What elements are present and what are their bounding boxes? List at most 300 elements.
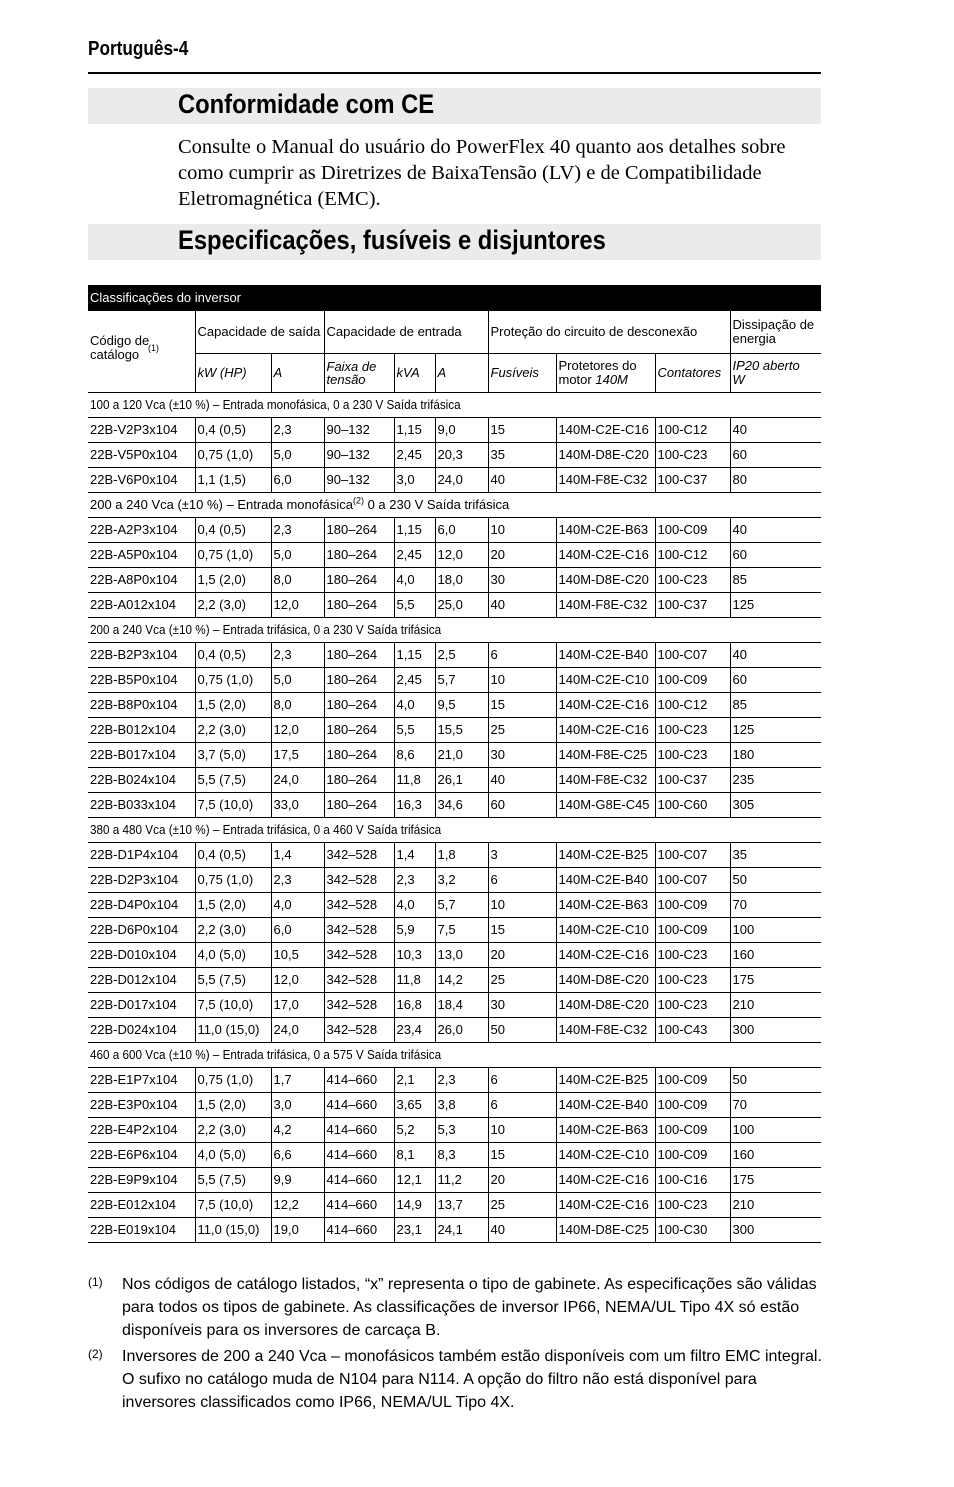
cell-amps-out: 2,3 (271, 868, 324, 893)
table-body (88, 393, 821, 1243)
cell-amps-in: 7,5 (435, 918, 488, 943)
cell-watts: 175 (730, 968, 821, 993)
cell-contactor: 100-C07 (655, 643, 730, 668)
cell-watts: 125 (730, 593, 821, 618)
cell-fuses: 20 (488, 1168, 556, 1193)
cell-amps-in: 26,0 (435, 1018, 488, 1043)
cell-amps-in: 21,0 (435, 743, 488, 768)
cell-contactor: 100-C12 (655, 543, 730, 568)
cell-amps-out: 2,3 (271, 643, 324, 668)
ratings-table (88, 285, 821, 1243)
table-row (88, 1143, 821, 1168)
cell-amps-out: 4,0 (271, 893, 324, 918)
cell-kva: 4,0 (394, 893, 435, 918)
cell-catalog: 22B-D024x104 (88, 1018, 195, 1043)
cell-amps-out: 1,4 (271, 843, 324, 868)
cell-watts: 300 (730, 1018, 821, 1043)
cell-motor-protector: 140M-C2E-B63 (556, 893, 655, 918)
cell-watts: 40 (730, 518, 821, 543)
cell-amps-in: 25,0 (435, 593, 488, 618)
cell-motor-protector: 140M-F8E-C32 (556, 593, 655, 618)
cell-contactor: 100-C23 (655, 443, 730, 468)
cell-fuses: 6 (488, 643, 556, 668)
cell-amps-in: 9,5 (435, 693, 488, 718)
table-row (88, 843, 821, 868)
cell-watts: 60 (730, 543, 821, 568)
cell-kva: 1,4 (394, 843, 435, 868)
cell-amps-in: 8,3 (435, 1143, 488, 1168)
table-row (88, 668, 821, 693)
cell-watts: 50 (730, 1068, 821, 1093)
cell-watts: 300 (730, 1218, 821, 1243)
cell-amps-out: 3,0 (271, 1093, 324, 1118)
cell-amps-out: 12,0 (271, 593, 324, 618)
section-row (88, 1043, 821, 1068)
cell-kw-hp: 3,7 (5,0) (195, 743, 271, 768)
cell-amps-out: 9,9 (271, 1168, 324, 1193)
cell-kw-hp: 1,1 (1,5) (195, 468, 271, 493)
cell-catalog: 22B-B8P0x104 (88, 693, 195, 718)
cell-contactor: 100-C16 (655, 1168, 730, 1193)
cell-catalog: 22B-V6P0x104 (88, 468, 195, 493)
cell-kva: 3,65 (394, 1093, 435, 1118)
cell-voltage-range: 342–528 (324, 943, 394, 968)
table-row (88, 543, 821, 568)
table-row (88, 518, 821, 543)
cell-catalog: 22B-A012x104 (88, 593, 195, 618)
cell-kva: 11,8 (394, 968, 435, 993)
cell-voltage-range: 342–528 (324, 1018, 394, 1043)
top-rule (88, 72, 821, 74)
cell-amps-in: 15,5 (435, 718, 488, 743)
cell-catalog: 22B-D4P0x104 (88, 893, 195, 918)
cell-voltage-range: 180–264 (324, 568, 394, 593)
cell-kw-hp: 4,0 (5,0) (195, 1143, 271, 1168)
cell-voltage-range: 414–660 (324, 1093, 394, 1118)
cell-voltage-range: 180–264 (324, 768, 394, 793)
cell-motor-protector: 140M-C2E-B63 (556, 1118, 655, 1143)
cell-kw-hp: 1,5 (2,0) (195, 568, 271, 593)
cell-contactor: 100-C12 (655, 418, 730, 443)
cell-voltage-range: 180–264 (324, 693, 394, 718)
section-title-end: 0 a 230 V Saída trifásica (363, 497, 510, 512)
cell-kva: 5,2 (394, 1118, 435, 1143)
cell-amps-out: 19,0 (271, 1218, 324, 1243)
cell-contactor: 100-C43 (655, 1018, 730, 1043)
cell-amps-out: 6,0 (271, 468, 324, 493)
table-row (88, 868, 821, 893)
cell-fuses: 25 (488, 1193, 556, 1218)
header-kva: kVA (394, 354, 435, 393)
section-row (88, 618, 821, 643)
cell-amps-in: 3,2 (435, 868, 488, 893)
cell-amps-in: 20,3 (435, 443, 488, 468)
cell-catalog: 22B-A5P0x104 (88, 543, 195, 568)
cell-watts: 85 (730, 568, 821, 593)
cell-kw-hp: 0,4 (0,5) (195, 843, 271, 868)
cell-fuses: 6 (488, 868, 556, 893)
cell-catalog: 22B-E3P0x104 (88, 1093, 195, 1118)
section-row (88, 393, 821, 418)
cell-motor-protector: 140M-F8E-C32 (556, 1018, 655, 1043)
cell-kw-hp: 0,75 (1,0) (195, 543, 271, 568)
section-title-text: 100 a 120 Vca (±10 %) – Entrada monofásica, 0 a 230 V Saída trifásica (90, 397, 461, 412)
cell-catalog: 22B-E4P2x104 (88, 1118, 195, 1143)
cell-contactor: 100-C37 (655, 593, 730, 618)
table-row (88, 1218, 821, 1243)
cell-watts: 60 (730, 443, 821, 468)
table-row (88, 693, 821, 718)
section-row (88, 493, 821, 518)
cell-contactor: 100-C60 (655, 793, 730, 818)
cell-motor-protector: 140M-C2E-C16 (556, 1193, 655, 1218)
header-motor-protector-label: Protetores do motor (558, 358, 637, 387)
section-title (88, 493, 821, 518)
cell-fuses: 10 (488, 518, 556, 543)
table-row (88, 768, 821, 793)
table-row (88, 468, 821, 493)
cell-amps-in: 18,0 (435, 568, 488, 593)
cell-amps-out: 1,7 (271, 1068, 324, 1093)
cell-amps-in: 5,7 (435, 893, 488, 918)
cell-kva: 1,15 (394, 643, 435, 668)
cell-catalog: 22B-B017x104 (88, 743, 195, 768)
cell-motor-protector: 140M-F8E-C25 (556, 743, 655, 768)
cell-motor-protector: 140M-C2E-B63 (556, 518, 655, 543)
cell-contactor: 100-C07 (655, 868, 730, 893)
header-voltage-range: Faixa de tensão (324, 354, 394, 393)
cell-amps-out: 12,2 (271, 1193, 324, 1218)
cell-amps-in: 6,0 (435, 518, 488, 543)
cell-voltage-range: 342–528 (324, 843, 394, 868)
header-ip20-label: IP20 aberto (732, 358, 800, 373)
cell-motor-protector: 140M-C2E-C16 (556, 418, 655, 443)
cell-amps-in: 11,2 (435, 1168, 488, 1193)
cell-watts: 70 (730, 1093, 821, 1118)
cell-voltage-range: 180–264 (324, 743, 394, 768)
cell-motor-protector: 140M-C2E-B40 (556, 868, 655, 893)
cell-motor-protector: 140M-F8E-C32 (556, 768, 655, 793)
cell-catalog: 22B-B024x104 (88, 768, 195, 793)
cell-voltage-range: 414–660 (324, 1118, 394, 1143)
cell-catalog: 22B-V2P3x104 (88, 418, 195, 443)
cell-amps-out: 24,0 (271, 1018, 324, 1043)
cell-kva: 23,1 (394, 1218, 435, 1243)
table-row (88, 568, 821, 593)
cell-fuses: 25 (488, 968, 556, 993)
cell-watts: 305 (730, 793, 821, 818)
cell-fuses: 50 (488, 1018, 556, 1043)
section-title (88, 818, 821, 843)
cell-kva: 16,3 (394, 793, 435, 818)
cell-amps-out: 2,3 (271, 418, 324, 443)
cell-fuses: 6 (488, 1068, 556, 1093)
cell-catalog: 22B-D1P4x104 (88, 843, 195, 868)
header-output: Capacidade de saída (195, 311, 324, 354)
cell-motor-protector: 140M-D8E-C20 (556, 568, 655, 593)
cell-motor-protector: 140M-C2E-C10 (556, 918, 655, 943)
cell-watts: 50 (730, 868, 821, 893)
ce-heading-band (88, 88, 821, 124)
cell-voltage-range: 414–660 (324, 1168, 394, 1193)
cell-fuses: 25 (488, 718, 556, 743)
cell-voltage-range: 342–528 (324, 893, 394, 918)
cell-motor-protector: 140M-C2E-C16 (556, 1168, 655, 1193)
cell-kw-hp: 1,5 (2,0) (195, 693, 271, 718)
cell-voltage-range: 342–528 (324, 993, 394, 1018)
cell-kw-hp: 0,4 (0,5) (195, 643, 271, 668)
cell-watts: 60 (730, 668, 821, 693)
cell-contactor: 100-C07 (655, 843, 730, 868)
cell-motor-protector: 140M-D8E-C20 (556, 443, 655, 468)
cell-kva: 12,1 (394, 1168, 435, 1193)
cell-motor-protector: 140M-C2E-C16 (556, 718, 655, 743)
cell-amps-out: 6,6 (271, 1143, 324, 1168)
cell-catalog: 22B-V5P0x104 (88, 443, 195, 468)
cell-amps-in: 14,2 (435, 968, 488, 993)
table-row (88, 443, 821, 468)
cell-watts: 235 (730, 768, 821, 793)
cell-contactor: 100-C23 (655, 968, 730, 993)
cell-watts: 40 (730, 418, 821, 443)
cell-amps-out: 17,0 (271, 993, 324, 1018)
cell-amps-out: 6,0 (271, 918, 324, 943)
cell-kva: 8,1 (394, 1143, 435, 1168)
cell-catalog: 22B-E6P6x104 (88, 1143, 195, 1168)
cell-kw-hp: 5,5 (7,5) (195, 768, 271, 793)
cell-fuses: 40 (488, 468, 556, 493)
cell-catalog: 22B-E019x104 (88, 1218, 195, 1243)
cell-kva: 14,9 (394, 1193, 435, 1218)
footnote-2-text: Inversores de 200 a 240 Vca – monofásicos também estão disponíveis com um filtro EMC integral. O sufixo no catálogo muda de N104 para N114. A opção do filtro não está disponível para inversores classificados como IP66, NEMA/UL Tipo 4X. (122, 1348, 822, 1411)
cell-amps-out: 4,2 (271, 1118, 324, 1143)
cell-catalog: 22B-E012x104 (88, 1193, 195, 1218)
cell-kw-hp: 11,0 (15,0) (195, 1018, 271, 1043)
spec-heading-band (88, 224, 821, 260)
cell-motor-protector: 140M-G8E-C45 (556, 793, 655, 818)
cell-kva: 2,45 (394, 543, 435, 568)
cell-kw-hp: 0,75 (1,0) (195, 443, 271, 468)
cell-voltage-range: 180–264 (324, 718, 394, 743)
cell-kva: 2,45 (394, 668, 435, 693)
footnote-1 (88, 1273, 823, 1343)
footnote-2-mark: (2) (88, 1347, 103, 1361)
cell-kw-hp: 0,75 (1,0) (195, 1068, 271, 1093)
cell-voltage-range: 414–660 (324, 1068, 394, 1093)
cell-fuses: 20 (488, 943, 556, 968)
cell-amps-out: 5,0 (271, 543, 324, 568)
footnote-1-text: Nos códigos de catálogo listados, “x” representa o tipo de gabinete. As especificações são válidas para todos os tipos de gabinete. As classificações de inversor IP66, NEMA/UL Tipo 4X só estão disponíveis para os inversores de carcaça B. (122, 1276, 817, 1339)
cell-contactor: 100-C23 (655, 718, 730, 743)
cell-watts: 210 (730, 1193, 821, 1218)
section-row (88, 818, 821, 843)
cell-fuses: 10 (488, 1118, 556, 1143)
table-row (88, 593, 821, 618)
cell-fuses: 15 (488, 693, 556, 718)
table-row (88, 968, 821, 993)
cell-contactor: 100-C09 (655, 1068, 730, 1093)
cell-watts: 70 (730, 893, 821, 918)
cell-contactor: 100-C09 (655, 1093, 730, 1118)
cell-catalog: 22B-A8P0x104 (88, 568, 195, 593)
cell-voltage-range: 414–660 (324, 1218, 394, 1243)
page-label: Português-4 (88, 38, 189, 60)
table-row (88, 418, 821, 443)
cell-motor-protector: 140M-C2E-C10 (556, 1143, 655, 1168)
header-input: Capacidade de entrada (324, 311, 488, 354)
cell-amps-in: 13,0 (435, 943, 488, 968)
cell-fuses: 10 (488, 668, 556, 693)
cell-motor-protector: 140M-C2E-C16 (556, 543, 655, 568)
cell-motor-protector: 140M-D8E-C20 (556, 993, 655, 1018)
cell-kva: 1,15 (394, 518, 435, 543)
cell-voltage-range: 90–132 (324, 443, 394, 468)
cell-contactor: 100-C23 (655, 568, 730, 593)
cell-motor-protector: 140M-C2E-C16 (556, 943, 655, 968)
cell-catalog: 22B-E9P9x104 (88, 1168, 195, 1193)
cell-motor-protector: 140M-D8E-C20 (556, 968, 655, 993)
cell-fuses: 3 (488, 843, 556, 868)
cell-fuses: 40 (488, 593, 556, 618)
cell-catalog: 22B-D6P0x104 (88, 918, 195, 943)
cell-amps-out: 8,0 (271, 693, 324, 718)
cell-fuses: 40 (488, 768, 556, 793)
cell-voltage-range: 342–528 (324, 968, 394, 993)
cell-amps-out: 10,5 (271, 943, 324, 968)
cell-watts: 125 (730, 718, 821, 743)
cell-contactor: 100-C09 (655, 893, 730, 918)
header-contactors: Contatores (655, 354, 730, 393)
cell-fuses: 15 (488, 1143, 556, 1168)
cell-contactor: 100-C09 (655, 1143, 730, 1168)
cell-watts: 175 (730, 1168, 821, 1193)
footnote-ref-2: (2) (352, 495, 364, 506)
cell-motor-protector: 140M-C2E-C10 (556, 668, 655, 693)
cell-contactor: 100-C23 (655, 993, 730, 1018)
header-motor-protector (556, 354, 655, 393)
header-catalog (88, 311, 195, 393)
cell-contactor: 100-C12 (655, 693, 730, 718)
cell-voltage-range: 414–660 (324, 1193, 394, 1218)
cell-fuses: 30 (488, 568, 556, 593)
cell-amps-out: 5,0 (271, 668, 324, 693)
table-row (88, 1168, 821, 1193)
cell-amps-out: 33,0 (271, 793, 324, 818)
cell-kw-hp: 1,5 (2,0) (195, 893, 271, 918)
cell-voltage-range: 180–264 (324, 543, 394, 568)
table-row (88, 1018, 821, 1043)
table-row (88, 943, 821, 968)
section-title-text: 200 a 240 Vca (±10 %) – Entrada monofásica (90, 497, 353, 512)
header-motor-protector-model: 140M (595, 372, 628, 387)
cell-kw-hp: 7,5 (10,0) (195, 993, 271, 1018)
cell-voltage-range: 342–528 (324, 918, 394, 943)
footnote-2 (88, 1345, 823, 1415)
cell-kw-hp: 0,75 (1,0) (195, 868, 271, 893)
cell-contactor: 100-C30 (655, 1218, 730, 1243)
cell-voltage-range: 414–660 (324, 1143, 394, 1168)
cell-fuses: 10 (488, 893, 556, 918)
cell-amps-in: 5,7 (435, 668, 488, 693)
cell-catalog: 22B-A2P3x104 (88, 518, 195, 543)
cell-catalog: 22B-E1P7x104 (88, 1068, 195, 1093)
cell-kw-hp: 0,75 (1,0) (195, 668, 271, 693)
cell-kw-hp: 0,4 (0,5) (195, 418, 271, 443)
cell-voltage-range: 342–528 (324, 868, 394, 893)
cell-catalog: 22B-D012x104 (88, 968, 195, 993)
cell-amps-in: 13,7 (435, 1193, 488, 1218)
cell-amps-out: 24,0 (271, 768, 324, 793)
table-caption: Classificações do inversor (88, 285, 821, 311)
cell-voltage-range: 180–264 (324, 643, 394, 668)
cell-watts: 160 (730, 1143, 821, 1168)
cell-watts: 40 (730, 643, 821, 668)
cell-kva: 1,15 (394, 418, 435, 443)
cell-motor-protector: 140M-C2E-B25 (556, 1068, 655, 1093)
cell-kw-hp: 2,2 (3,0) (195, 1118, 271, 1143)
cell-voltage-range: 90–132 (324, 418, 394, 443)
cell-contactor: 100-C09 (655, 518, 730, 543)
cell-kw-hp: 4,0 (5,0) (195, 943, 271, 968)
cell-voltage-range: 180–264 (324, 668, 394, 693)
ce-intro-text: Consulte o Manual do usuário do PowerFlex 40 quanto aos detalhes sobre como cumprir as Diretrizes de BaixaTensão (LV) e de Compatibilidade Eletromagnética (EMC). (178, 136, 786, 210)
header-kw-hp: kW (HP) (195, 354, 271, 393)
cell-catalog: 22B-B033x104 (88, 793, 195, 818)
table-row (88, 993, 821, 1018)
cell-amps-out: 2,3 (271, 518, 324, 543)
cell-amps-in: 5,3 (435, 1118, 488, 1143)
cell-kw-hp: 2,2 (3,0) (195, 918, 271, 943)
header-protection: Proteção do circuito de desconexão (488, 311, 730, 354)
cell-motor-protector: 140M-F8E-C32 (556, 468, 655, 493)
cell-amps-in: 2,3 (435, 1068, 488, 1093)
section-title-text: 200 a 240 Vca (±10 %) – Entrada trifásica, 0 a 230 V Saída trifásica (90, 622, 442, 637)
cell-kw-hp: 7,5 (10,0) (195, 793, 271, 818)
cell-amps-in: 18,4 (435, 993, 488, 1018)
header-watts-label: W (732, 372, 745, 387)
cell-kw-hp: 2,2 (3,0) (195, 593, 271, 618)
cell-contactor: 100-C23 (655, 743, 730, 768)
footnote-ref-1: (1) (148, 343, 159, 354)
cell-kva: 16,8 (394, 993, 435, 1018)
cell-contactor: 100-C23 (655, 943, 730, 968)
cell-catalog: 22B-D017x104 (88, 993, 195, 1018)
cell-catalog: 22B-B5P0x104 (88, 668, 195, 693)
cell-kw-hp: 5,5 (7,5) (195, 1168, 271, 1193)
cell-motor-protector: 140M-D8E-C25 (556, 1218, 655, 1243)
cell-kva: 2,3 (394, 868, 435, 893)
header-catalog-label: Código de catálogo (90, 332, 150, 362)
section-title-text: 460 a 600 Vca (±10 %) – Entrada trifásica, 0 a 575 V Saída trifásica (90, 1047, 442, 1062)
header-fuses: Fusíveis (488, 354, 556, 393)
cell-fuses: 40 (488, 1218, 556, 1243)
cell-voltage-range: 180–264 (324, 593, 394, 618)
table-row (88, 1193, 821, 1218)
cell-kva: 10,3 (394, 943, 435, 968)
header-dissipation: Dissipação de energia (730, 311, 821, 354)
cell-watts: 100 (730, 918, 821, 943)
cell-kva: 11,8 (394, 768, 435, 793)
cell-voltage-range: 180–264 (324, 793, 394, 818)
header-ip20 (730, 354, 821, 393)
table-row (88, 1068, 821, 1093)
cell-contactor: 100-C09 (655, 668, 730, 693)
cell-kva: 3,0 (394, 468, 435, 493)
cell-watts: 80 (730, 468, 821, 493)
cell-amps-in: 34,6 (435, 793, 488, 818)
table-row (88, 1093, 821, 1118)
section-title-text: 380 a 480 Vca (±10 %) – Entrada trifásica, 0 a 460 V Saída trifásica (90, 822, 442, 837)
